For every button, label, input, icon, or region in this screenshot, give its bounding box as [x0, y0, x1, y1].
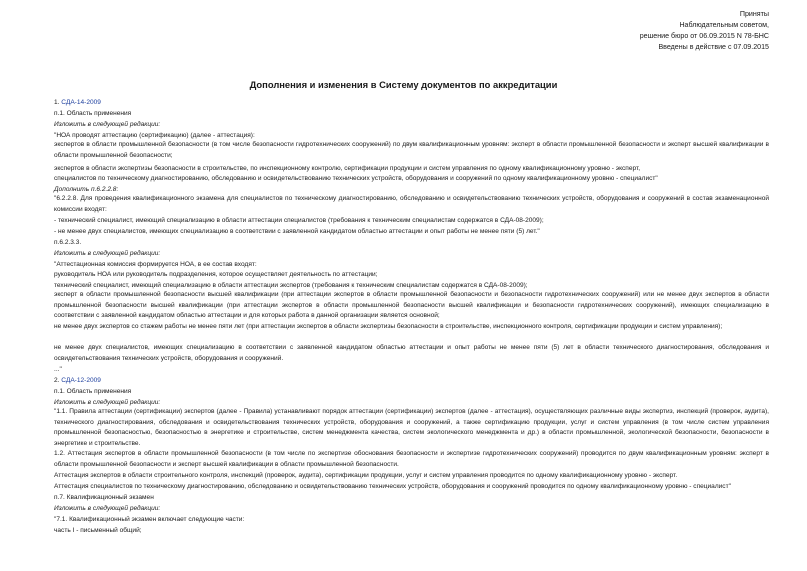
paragraph: специалистов по техническому диагностированию, обследованию и освидетельствованию технических устройств, оборудования и сооружений по одному квалификационному уровню - специалист": [54, 175, 658, 182]
section-number: 2.: [54, 377, 60, 384]
approval-line: Введены в действие с 07.09.2015: [658, 43, 769, 51]
paragraph: "Аттестационная комиссия формируется НОА, в ее состав входят:: [54, 261, 257, 268]
paragraph: "1.1. Правила аттестации (сертификации) экспертов (далее - Правила) устанавливают порядок аттестации (сертификации) экспертов (далее - аттестация), осуществляющих различные виды экспертиз, инспекций (проверок, аудита), технического диагностирования, обследования и освидетельствования технических устройств, оборудования и сооружений, а также сертификацию продукции, услуг и систем управления (в том числе систем управления промышленной безопасностью, безопасностью в энергетике и строительстве, систем менеджмента качества, систем экологического менеджмента и др.) в области промышленной, экологической безопасности, безопасности в энергетике и строительстве.: [54, 408, 769, 447]
approval-line: решение бюро от 06.09.2015 N 78-БНС: [639, 32, 769, 40]
instruction-text: Дополнить п.6.2.2.8:: [54, 186, 119, 193]
section-link[interactable]: СДА-14-2009: [61, 99, 101, 106]
instruction-text: Изложить в следующей редакции:: [54, 505, 161, 512]
instruction-text: Изложить в следующей редакции:: [54, 250, 161, 257]
paragraph: п.6.2.3.3.: [54, 239, 82, 246]
paragraph: "НОА проводят аттестацию (сертификацию) (далее - аттестация):: [54, 132, 255, 139]
paragraph: Аттестация экспертов в области строительного контроля, инспекций (проверок, аудита), сертификации продукции, услуг и систем управления проводится по одному квалификационному уровню - эксперт.: [54, 472, 678, 479]
paragraph: ...": [54, 366, 62, 373]
section-heading: [54, 377, 101, 385]
paragraph: п.1. Область применения: [54, 110, 132, 117]
paragraph: эксперт в области промышленной безопасности высшей квалификации (при аттестации экспертов в области промышленной безопасности и безопасности гидротехнических сооружений) или не менее двух экспертов в области промышленной безопасности высшей квалификации (при аттестации экспертов в области промышленной безопасности высшей квалификации и безопасности гидротехнических сооружений), имеющих специализацию в соответствии с заявленной кандидатом областью аттестации и для которых работа в данной организации является основной;: [54, 291, 769, 320]
paragraph: экспертов в области промышленной безопасности (в том числе безопасности гидротехнических сооружений) по двум квалификационным уровням: эксперт в области промышленной безопасности и эксперт высшей квалификации в области промышленной безопасности;: [54, 141, 769, 159]
approval-header: [640, 9, 769, 53]
approval-line: Приняты: [739, 10, 769, 18]
paragraph: руководитель НОА или руководитель подразделения, которое осуществляет деятельность по аттестации;: [54, 271, 378, 278]
paragraph: не менее двух специалистов, имеющих специализацию в соответствии с заявленной кандидатом областью аттестации и опыт работы не менее пяти (5) лет в области технического диагностирования, обследования и освидетельствования технических устройств, оборудования и сооружений.: [54, 344, 769, 362]
paragraph: 1.2. Аттестация экспертов в области промышленной безопасности (в том числе по экспертизе обоснования безопасности и экспертизе гидротехнических сооружений) проводится по двум квалификационным уровням: эксперт в области промышленной безопасности и эксперт высшей квалификации в области промышленной безопасности.: [54, 450, 769, 468]
paragraph: - не менее двух специалистов, имеющих специализацию в соответствии с заявленной кандидатом областью аттестации и опыт работы не менее пяти (5) лет.": [54, 228, 540, 235]
paragraph: п.1. Область применения: [54, 388, 132, 395]
paragraph: экспертов в области экспертизы безопасности в строительстве, по инспекционному контролю, сертификации продукции и систем управления по одному квалификационному уровню - эксперт,: [54, 165, 641, 172]
instruction-text: Изложить в следующей редакции:: [54, 399, 161, 406]
paragraph: технический специалист, имеющий специализацию в области аттестации экспертов (требования к техническим специалистам содержатся в СДА-08-2009);: [54, 282, 528, 289]
paragraph: не менее двух экспертов со стажем работы не менее пяти лет (при аттестации экспертов в области экспертизы безопасности в строительстве, инспекционного контроля, сертификации продукции и систем управления);: [54, 323, 723, 330]
approval-line: Наблюдательным советом,: [679, 21, 769, 29]
paragraph: Аттестация специалистов по техническому диагностированию, обследованию и освидетельствованию технических устройств, оборудования и сооружений проводится по одному квалификационному уровню - специалист": [54, 483, 731, 490]
paragraph: - технический специалист, имеющий специализацию в области аттестации специалистов (требования к техническим специалистам содержатся в СДА-08-2009);: [54, 217, 544, 224]
section-number: 1.: [54, 99, 60, 106]
document-title: Дополнения и изменения в Систему документов по аккредитации: [249, 79, 558, 90]
paragraph: "6.2.2.8. Для проведения квалификационного экзамена для специалистов по техническому диагностированию, обследованию и освидетельствованию технических устройств, оборудования и сооружений в состав экзаменационной комиссии входят:: [54, 195, 769, 213]
instruction-text: Изложить в следующей редакции:: [54, 121, 161, 128]
paragraph: "7.1. Квалификационный экзамен включает следующие части:: [54, 516, 245, 523]
section-heading: [54, 99, 101, 107]
paragraph: часть I - письменный общий;: [54, 527, 142, 534]
section-link[interactable]: СДА-12-2009: [61, 377, 101, 384]
paragraph: п.7. Квалификационный экзамен: [54, 494, 154, 501]
